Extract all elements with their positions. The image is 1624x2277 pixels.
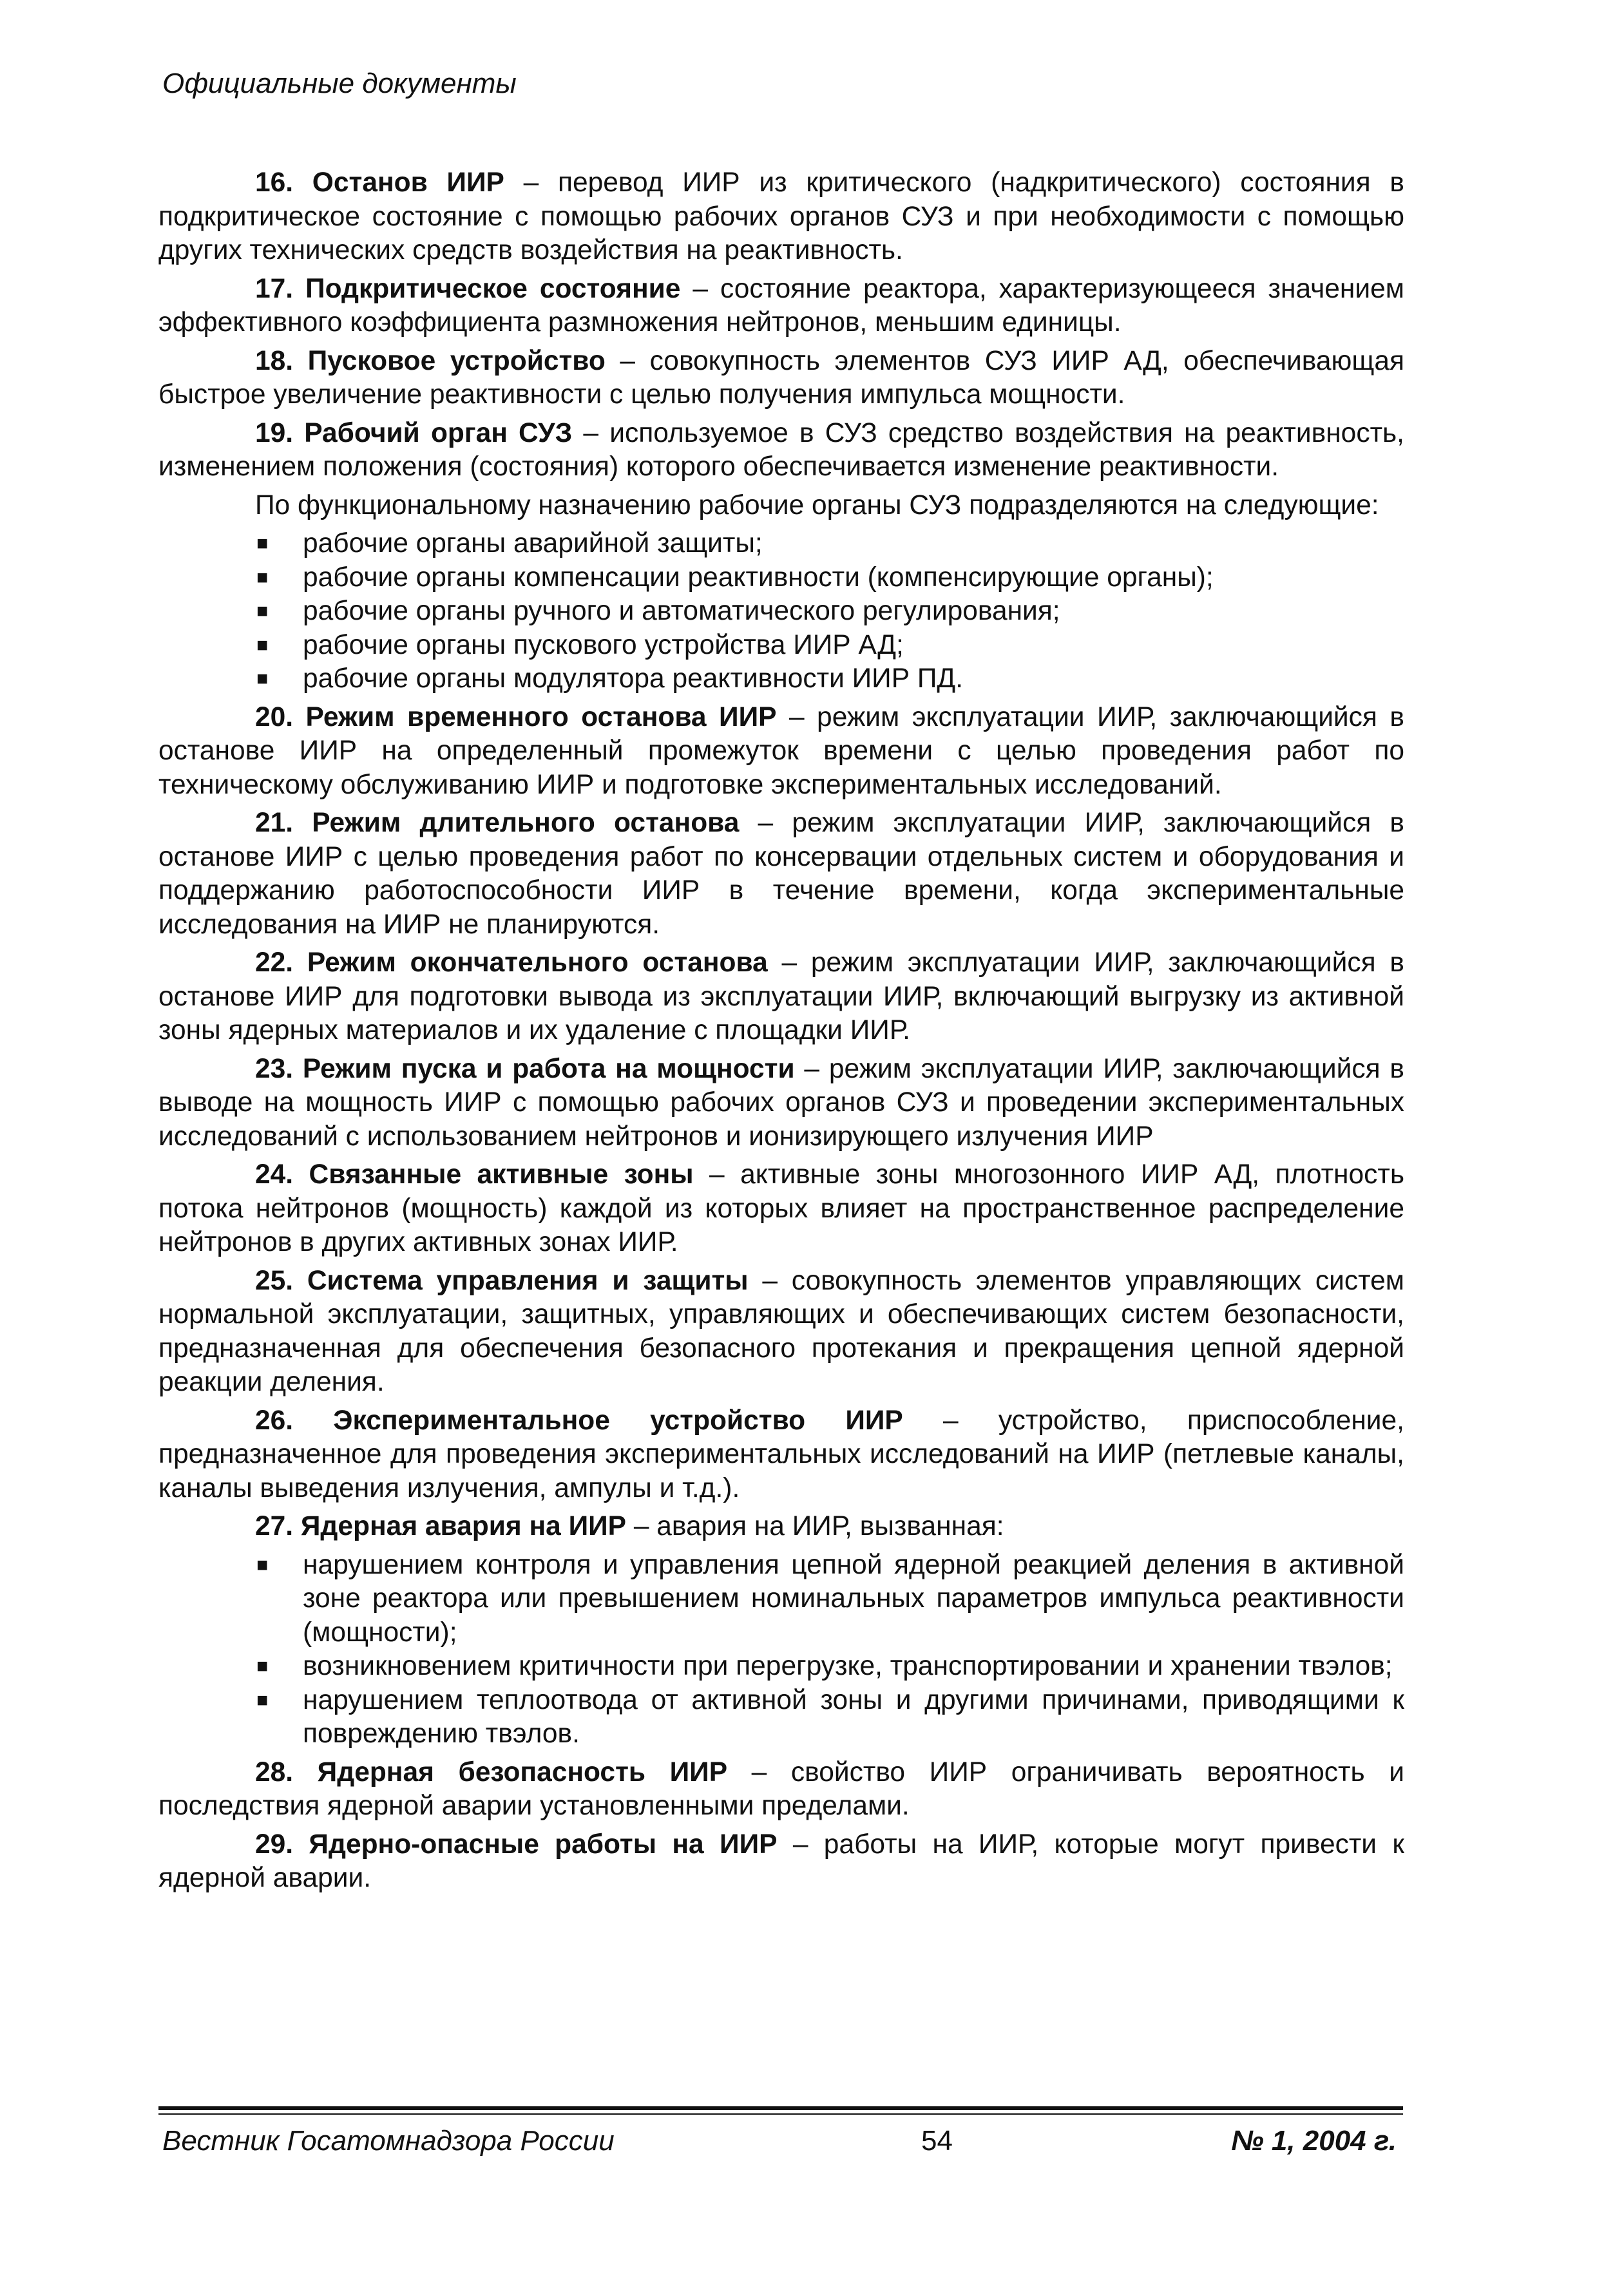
term: 19. Рабочий орган СУЗ: [255, 417, 573, 448]
page-number: 54: [921, 2125, 953, 2157]
definition-text: – режим эксплуатации ИИР, заключающийся в выводе на мощность ИИР с помощью рабочих органов СУЗ и проведении экспериментальных исследований с использованием нейтронов и ионизирующего излучения ИИР: [158, 1053, 1404, 1152]
term: 18. Пусковое устройство: [255, 345, 606, 376]
definition-16: [158, 166, 1404, 268]
footer-rule-thin: [158, 2113, 1403, 2115]
definition-text: – устройство, приспособление, предназначенное для проведения экспериментальных исследований на ИИР (петлевые каналы, каналы выведения излучения, ампулы и т.д.).: [158, 1405, 1404, 1503]
definition-text: – режим эксплуатации ИИР, заключающийся в останове ИИР с целью проведения работ по консервации отдельных систем и оборудования и поддержанию работоспособности ИИР в течение времени, когда экспериментальные исследования на ИИР не планируются.: [158, 808, 1404, 940]
definition-22: [158, 946, 1404, 1048]
definition-text: – перевод ИИР из критического (надкритического) состояния в подкритическое состояние с помощью рабочих органов СУЗ и при необходимости с помощью других технических средств воздействия на реактивность.: [158, 167, 1404, 265]
definition-text: – свойство ИИР ограничивать вероятность и последствия ядерной аварии установленными пределами.: [158, 1757, 1404, 1821]
list-item-text: рабочие органы компенсации реактивности (компенсирующие органы);: [303, 562, 1214, 593]
list-item: [158, 1548, 1404, 1650]
term: 21. Режим длительного останова: [255, 808, 740, 838]
list-item: [158, 1684, 1404, 1751]
bullet-icon: ■: [256, 1689, 269, 1711]
definition-29: [158, 1828, 1404, 1896]
definition-25: [158, 1264, 1404, 1400]
bullet-list: [158, 527, 1404, 696]
list-item-text: рабочие органы аварийной защиты;: [303, 528, 763, 558]
definition-26: [158, 1404, 1404, 1506]
footer-rule: [158, 2106, 1403, 2110]
definition-text: – режим эксплуатации ИИР, заключающийся в останове ИИР на определенный промежуток времени с целью проведения работ по техническому обслуживанию ИИР и подготовке экспериментальных исследований.: [158, 701, 1404, 800]
definition-text: – активные зоны многозонного ИИР АД, плотность потока нейтронов (мощность) каждой из которых влияет на пространственное распределение нейтронов в других активных зонах ИИР.: [158, 1159, 1405, 1257]
list-item: [158, 662, 1404, 696]
definition-text: – совокупность элементов управляющих систем нормальной эксплуатации, защитных, управляющих и обеспечивающих систем безопасности, предназначенная для обеспечения безопасного протекания и прекращения цепной ядерной реакции деления.: [158, 1265, 1404, 1397]
journal-title: Вестник Госатомнадзора России: [162, 2125, 615, 2157]
bullet-icon: ■: [256, 600, 269, 622]
definition-17: [158, 272, 1404, 340]
list-item: [158, 629, 1404, 663]
term: 17. Подкритическое состояние: [255, 273, 681, 304]
term: 24. Связанные активные зоны: [255, 1159, 694, 1190]
definition-24: [158, 1158, 1404, 1260]
definition-18: [158, 345, 1404, 412]
running-head: Официальные документы: [162, 68, 517, 99]
list-item-text: нарушением теплоотвода от активной зоны и другими причинами, приводящими к повреждению твэлов.: [303, 1684, 1404, 1749]
term: 27. Ядерная авария на ИИР: [255, 1511, 627, 1541]
definition-28: [158, 1756, 1404, 1824]
list-item-text: нарушением контроля и управления цепной ядерной реакцией деления в активной зоне реактора или превышением номинальных параметров импульса реактивности (мощности);: [303, 1549, 1404, 1648]
bullet-icon: ■: [256, 566, 269, 588]
bullet-list: [158, 1548, 1404, 1751]
list-item-text: рабочие органы модулятора реактивности ИИР ПД.: [303, 663, 964, 694]
list-item: [158, 561, 1404, 595]
definition-text: – совокупность элементов СУЗ ИИР АД, обеспечивающая быстрое увеличение реактивности с целью получения импульса мощности.: [158, 345, 1404, 410]
term: 20. Режим временного останова ИИР: [255, 701, 777, 732]
page-footer: [158, 2123, 1403, 2162]
list-item: [158, 595, 1404, 629]
term: 22. Режим окончательного останова: [255, 948, 768, 978]
bullet-icon: ■: [256, 634, 269, 656]
definition-21: [158, 806, 1404, 942]
term: 29. Ядерно-опасные работы на ИИР: [255, 1829, 778, 1860]
list-item-text: возникновением критичности при перегрузке, транспортировании и хранении твэлов;: [303, 1651, 1393, 1681]
definition-19: [158, 417, 1404, 484]
term: 23. Режим пуска и работа на мощности: [255, 1053, 795, 1084]
definition-text: – режим эксплуатации ИИР, заключающийся в останове ИИР для подготовки вывода из эксплуатации ИИР, включающий выгрузку из активной зоны ядерных материалов и их удаление с площадки ИИР.: [158, 948, 1404, 1045]
definition-text: – используемое в СУЗ средство воздействия на реактивность, изменением положения (состояния) которого обеспечивается изменение реактивности.: [158, 417, 1404, 482]
term: 16. Останов ИИР: [255, 167, 504, 198]
list-item: [158, 527, 1404, 561]
paragraph: [158, 489, 1404, 523]
bullet-icon: ■: [256, 1655, 269, 1677]
list-item: [158, 1650, 1404, 1684]
list-item-text: рабочие органы пускового устройства ИИР АД;: [303, 629, 904, 660]
definition-text: – работы на ИИР, которые могут привести к ядерной аварии.: [158, 1829, 1404, 1893]
document-body: [158, 166, 1404, 1900]
definition-27: [158, 1510, 1404, 1544]
bullet-icon: ■: [256, 668, 269, 689]
bullet-icon: ■: [256, 1554, 269, 1576]
list-item-text: рабочие органы ручного и автоматического регулирования;: [303, 596, 1060, 626]
definition-20: [158, 701, 1404, 803]
issue-number: № 1, 2004 г.: [1231, 2125, 1397, 2157]
term: 25. Система управления и защиты: [255, 1265, 749, 1296]
definition-text: – состояние реактора, характеризующееся значением эффективного коэффициента размножения нейтронов, меньшим единицы.: [158, 273, 1404, 338]
paragraph-text: По функциональному назначению рабочие органы СУЗ подразделяются на следующие:: [255, 490, 1379, 520]
bullet-icon: ■: [256, 533, 269, 554]
term: 26. Экспериментальное устройство ИИР: [255, 1405, 903, 1436]
term: 28. Ядерная безопасность ИИР: [255, 1757, 728, 1787]
definition-23: [158, 1053, 1404, 1154]
definition-text: – авария на ИИР, вызванная:: [626, 1511, 1004, 1541]
